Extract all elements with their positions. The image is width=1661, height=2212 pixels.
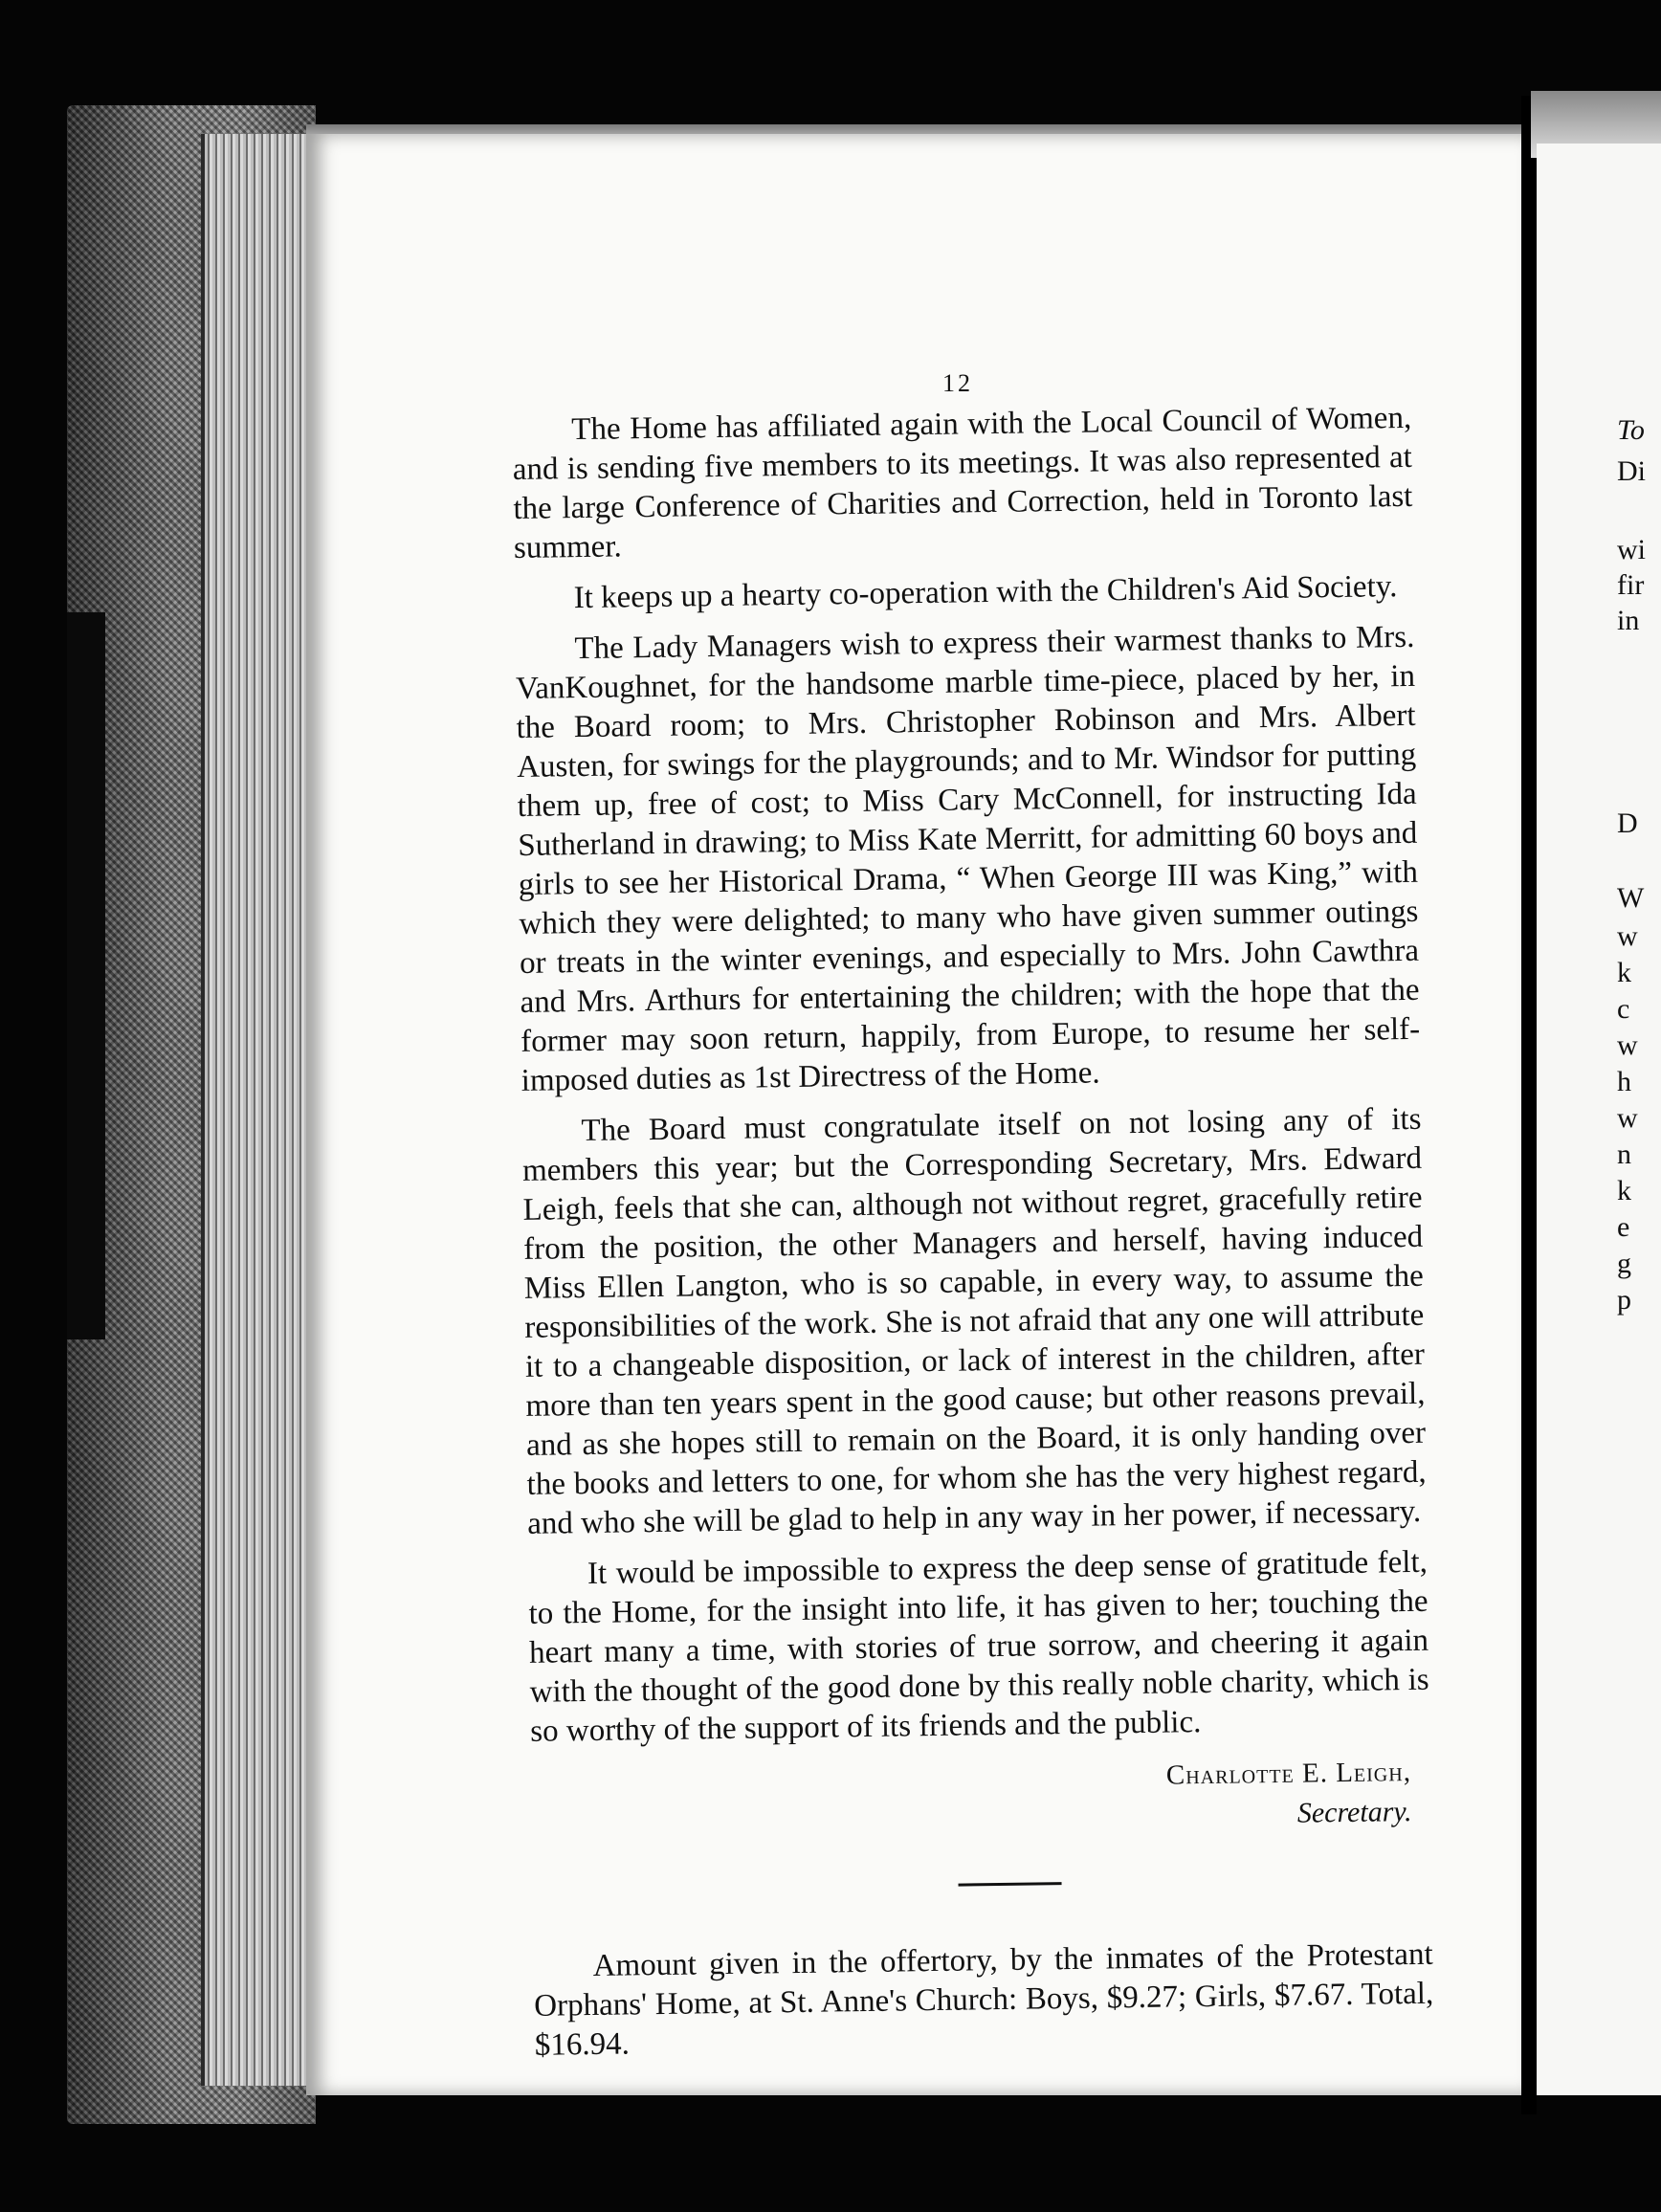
paragraph-gratitude: It would be impossible to express the deep sense of gratitude felt, to the Home, for the insight into life, it has given to her; touching the heart many a time, with stories of true sorrow, and cheering it again with the thought of the good done by this really noble charity, which is so worthy of the support of its friends and the public. — [528, 1544, 1429, 1749]
facing-fragment: fir — [1617, 569, 1645, 601]
paragraph-childrens-aid: It keeps up a hearty co-operation with the Children's Aid Society. — [573, 569, 1398, 616]
facing-fragment: w — [1617, 920, 1638, 952]
facing-fragment: c — [1617, 993, 1630, 1025]
page-gutter — [1521, 96, 1537, 2114]
page-number: 12 — [942, 369, 973, 397]
facing-fragment: g — [1617, 1248, 1631, 1279]
facing-fragment: w — [1617, 1029, 1638, 1061]
paragraph-local-council: The Home has affiliated again with the Local Council of Women, and is sending five members to its meetings. It was also represented at the large Conference of Charities and Correction, held in Toronto last summer. — [512, 400, 1413, 565]
page-body — [512, 399, 1434, 2077]
signature-title: Secretary. — [1296, 1796, 1412, 1829]
paragraph-thanks: The Lady Managers wish to express their warmest thanks to Mrs. VanKoughnet, for the handsome marble time-piece, placed by her, in the Board room; to Mrs. Christopher Robinson and Mrs. Albert Austen, for swings for the playgrounds; and to Mr. Windsor for putting them up, free of cost; to Miss Cary McConnell, for instructing Ida Sutherland in drawing; to Miss Kate Merritt, for admitting 60 boys and girls to see her Historical Drama, “ When George III was King,” with which they were delighted; to many who have given summer outings or treats in the winter evenings, and especially to Mrs. John Cawthra and Mrs. Arthurs for entertaining the children; with the hope that the former may soon return, happily, from Europe, to resume her self-imposed duties as 1st Directress of the Home. — [515, 619, 1421, 1098]
facing-fragment: k — [1617, 957, 1631, 988]
section-divider — [959, 1882, 1062, 1887]
facing-fragment: h — [1617, 1066, 1631, 1097]
facing-fragment: n — [1617, 1139, 1631, 1170]
offertory-note: Amount given in the offertory, by the inmates of the Protestant Orphans' Home, at St. Anne's Church: Boys, $9.27; Girls, $7.67. Total, $16.94. — [534, 1936, 1434, 2063]
facing-fragment: D — [1617, 807, 1638, 839]
facing-fragment: in — [1617, 605, 1640, 636]
signature-name: Charlotte E. Leigh, — [1165, 1757, 1412, 1791]
facing-fragment: e — [1617, 1211, 1630, 1243]
facing-fragment: Di — [1617, 455, 1646, 487]
facing-fragment: w — [1617, 1102, 1638, 1134]
paragraph-board: The Board must congratulate itself on not losing any of its members this year; but the Corresponding Secretary, Mrs. Edward Leigh, feels that she can, although not without regret, gracefully retire from the position, the other Managers and herself, having induced Miss Ellen Langton, who is so capable, in every way, to assume the responsibilities of the work. She is not afraid that any one will attribute it to a changeable disposition, or lack of interest in the children, after more than ten years spent in the good cause; but other reasons prevail, and as she hopes still to remain on the Board, it is only handing over the books and letters to one, for whom she has the very highest regard, and who she will be glad to help in any way in her power, if necessary. — [521, 1101, 1427, 1541]
facing-fragment: W — [1617, 882, 1645, 914]
facing-fragment: p — [1617, 1284, 1631, 1316]
facing-fragment: k — [1617, 1175, 1631, 1206]
facing-fragment: wi — [1617, 534, 1646, 565]
cover-shadow — [67, 612, 105, 1339]
page-edges — [201, 134, 320, 2086]
facing-fragment: To — [1617, 414, 1645, 446]
